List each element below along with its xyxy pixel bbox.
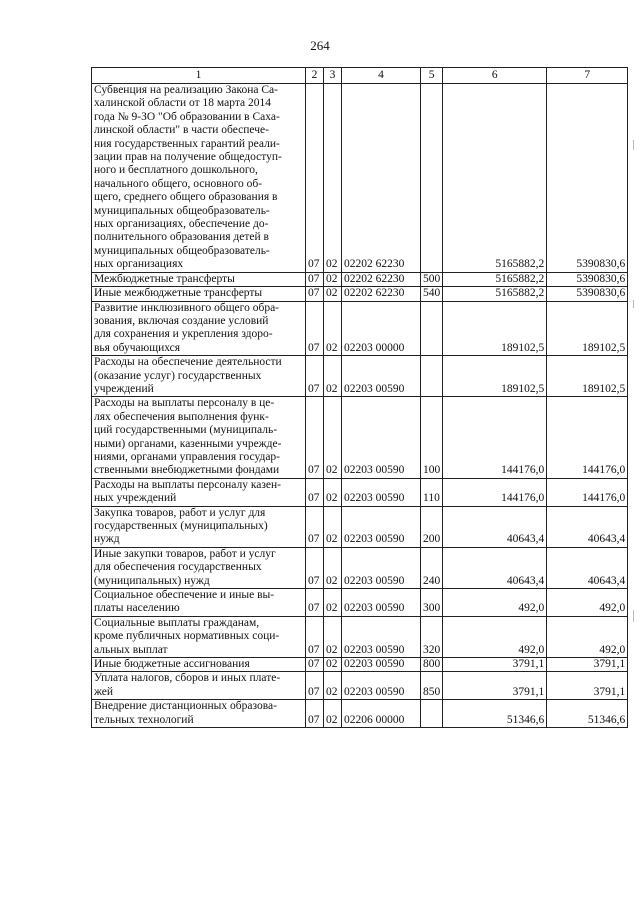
section-code: 07: [306, 84, 324, 273]
description-line: ного и бесплатного дошкольного,: [94, 164, 258, 177]
amount-col-6: 492,0: [443, 589, 547, 617]
subsection-code: 02: [324, 356, 342, 397]
description-line: Расходы на выплаты персоналу в це-: [94, 397, 275, 410]
subsection-code: 02: [324, 272, 342, 286]
description-line: Социальные выплаты гражданам,: [94, 616, 260, 629]
subsection-code: 02: [324, 301, 342, 356]
target-article-code: 02206 00000: [342, 700, 421, 728]
description-line: ниями, органами управления государ-: [94, 450, 280, 463]
subsection-code: 02: [324, 397, 342, 478]
table-row: [92, 506, 628, 547]
amount-col-7: 3791,1: [547, 658, 628, 672]
scan-artifact: [633, 300, 634, 308]
expense-type-code: [421, 301, 443, 356]
description-line: зации прав на получение общедоступ-: [94, 151, 282, 164]
expense-type-code: [421, 356, 443, 397]
amount-col-6: 5165882,2: [443, 287, 547, 301]
description-line: ных организациях: [94, 258, 184, 271]
column-header: 4: [342, 68, 421, 84]
section-code: 07: [306, 397, 324, 478]
description-line: линской области" в части обеспече-: [94, 124, 269, 137]
target-article-code: 02203 00590: [342, 397, 421, 478]
target-article-code: 02203 00590: [342, 672, 421, 700]
amount-col-6: 492,0: [443, 616, 547, 657]
column-header: 7: [547, 68, 628, 84]
scan-artifact: [633, 610, 634, 622]
amount-col-6: 189102,5: [443, 301, 547, 356]
section-code: 07: [306, 616, 324, 657]
expense-type-code: 540: [421, 287, 443, 301]
section-code: 07: [306, 700, 324, 728]
table-row: [92, 272, 628, 286]
table-row: [92, 301, 628, 356]
row-description: [92, 700, 306, 728]
expense-type-code: 800: [421, 658, 443, 672]
description-line: альных выплат: [94, 643, 168, 656]
section-code: 07: [306, 478, 324, 506]
column-header: 6: [443, 68, 547, 84]
subsection-code: 02: [324, 506, 342, 547]
amount-col-6: 189102,5: [443, 356, 547, 397]
amount-col-6: 3791,1: [443, 672, 547, 700]
description-line: для обеспечения государственных: [94, 561, 262, 574]
target-article-code: 02203 00000: [342, 301, 421, 356]
description-line: полнительного образования детей в: [94, 231, 269, 244]
expense-type-code: 850: [421, 672, 443, 700]
amount-col-7: 189102,5: [547, 301, 628, 356]
description-line: вья обучающихся: [94, 341, 181, 354]
amount-col-6: 40643,4: [443, 506, 547, 547]
section-code: 07: [306, 301, 324, 356]
row-description: [92, 478, 306, 506]
expense-type-code: 240: [421, 547, 443, 588]
description-line: Внедрение дистанционных образова-: [94, 700, 277, 713]
description-line: нужд: [94, 533, 120, 546]
target-article-code: 02203 00590: [342, 506, 421, 547]
description-line: Расходы на выплаты персоналу казен-: [94, 478, 281, 491]
target-article-code: 02202 62230: [342, 287, 421, 301]
subsection-code: 02: [324, 478, 342, 506]
amount-col-6: 3791,1: [443, 658, 547, 672]
description-line: (оказание услуг) государственных: [94, 369, 262, 382]
description-line: муниципальных общеобразователь-: [94, 244, 270, 257]
row-description: [92, 589, 306, 617]
row-description: [92, 616, 306, 657]
amount-col-6: 5165882,2: [443, 272, 547, 286]
description-line: зования, включая создание условий: [94, 314, 269, 327]
description-line: тельных технологий: [94, 713, 194, 726]
budget-table: [91, 67, 628, 728]
row-description: [92, 356, 306, 397]
section-code: 07: [306, 589, 324, 617]
description-line: (муниципальных) нужд: [94, 574, 210, 587]
expense-type-code: 110: [421, 478, 443, 506]
description-line: ными) органами, казенными учрежде-: [94, 437, 282, 450]
row-description: [92, 658, 306, 672]
description-line: ственными внебюджетными фондами: [94, 464, 280, 477]
subsection-code: 02: [324, 700, 342, 728]
subsection-code: 02: [324, 672, 342, 700]
target-article-code: 02202 62230: [342, 84, 421, 273]
row-description: [92, 272, 306, 286]
table-row: [92, 547, 628, 588]
scan-artifact: [633, 140, 634, 150]
description-line: Развитие инклюзивного общего обра-: [94, 301, 279, 314]
description-line: Иные бюджетные ассигнования: [94, 658, 250, 671]
description-line: муниципальных общеобразователь-: [94, 204, 270, 217]
table-row: [92, 672, 628, 700]
description-line: года № 9-ЗО "Об образовании в Саха-: [94, 110, 280, 123]
table-header-row: [92, 68, 628, 84]
description-line: Иные межбюджетные трансферты: [94, 287, 263, 300]
expense-type-code: [421, 84, 443, 273]
column-header: 1: [92, 68, 306, 84]
section-code: 07: [306, 506, 324, 547]
section-code: 07: [306, 287, 324, 301]
subsection-code: 02: [324, 589, 342, 617]
subsection-code: 02: [324, 616, 342, 657]
table-row: [92, 287, 628, 301]
row-description: [92, 301, 306, 356]
description-line: ния государственных гарантий реали-: [94, 137, 280, 150]
subsection-code: 02: [324, 287, 342, 301]
section-code: 07: [306, 272, 324, 286]
amount-col-7: 144176,0: [547, 478, 628, 506]
description-line: начального общего, основного об-: [94, 177, 263, 190]
description-line: ных учреждений: [94, 492, 177, 505]
section-code: 07: [306, 356, 324, 397]
amount-col-6: 144176,0: [443, 478, 547, 506]
amount-col-7: 51346,6: [547, 700, 628, 728]
amount-col-7: 40643,4: [547, 547, 628, 588]
table-row: [92, 397, 628, 478]
amount-col-7: 144176,0: [547, 397, 628, 478]
table-row: [92, 478, 628, 506]
row-description: [92, 547, 306, 588]
expense-type-code: 300: [421, 589, 443, 617]
description-line: государственных (муниципальных): [94, 520, 268, 532]
section-code: 07: [306, 547, 324, 588]
section-code: 07: [306, 658, 324, 672]
subsection-code: 02: [324, 84, 342, 273]
description-line: для сохранения и укрепления здоро-: [94, 328, 273, 341]
description-line: лях обеспечения выполнения функ-: [94, 410, 269, 423]
description-line: Иные закупки товаров, работ и услуг: [94, 547, 276, 560]
description-line: Расходы на обеспечение деятельности: [94, 356, 282, 369]
amount-col-7: 5390830,6: [547, 287, 628, 301]
description-line: ций государственными (муниципаль-: [94, 424, 278, 437]
section-code: 07: [306, 672, 324, 700]
target-article-code: 02203 00590: [342, 616, 421, 657]
table-row: [92, 658, 628, 672]
description-line: халинской области от 18 марта 2014: [94, 97, 271, 110]
target-article-code: 02203 00590: [342, 589, 421, 617]
amount-col-7: 5390830,6: [547, 84, 628, 273]
row-description: [92, 397, 306, 478]
description-line: учреждений: [94, 382, 154, 395]
column-header: 5: [421, 68, 443, 84]
target-article-code: 02203 00590: [342, 478, 421, 506]
expense-type-code: 200: [421, 506, 443, 547]
description-line: Межбюджетные трансферты: [94, 272, 235, 285]
amount-col-7: 40643,4: [547, 506, 628, 547]
table-row: [92, 700, 628, 728]
table-row: [92, 616, 628, 657]
expense-type-code: 320: [421, 616, 443, 657]
subsection-code: 02: [324, 658, 342, 672]
description-line: Закупка товаров, работ и услуг для: [94, 506, 266, 519]
expense-type-code: 100: [421, 397, 443, 478]
row-description: [92, 287, 306, 301]
subsection-code: 02: [324, 547, 342, 588]
table-body: [92, 68, 628, 728]
description-line: щего, среднего общего образования в: [94, 191, 278, 204]
amount-col-6: 40643,4: [443, 547, 547, 588]
expense-type-code: 500: [421, 272, 443, 286]
page-number: 264: [310, 38, 330, 53]
amount-col-7: 492,0: [547, 616, 628, 657]
row-description: [92, 672, 306, 700]
amount-col-6: 144176,0: [443, 397, 547, 478]
description-line: Социальное обеспечение и иные вы-: [94, 589, 275, 602]
amount-col-7: 189102,5: [547, 356, 628, 397]
table-row: [92, 356, 628, 397]
amount-col-7: 3791,1: [547, 672, 628, 700]
description-line: Уплата налогов, сборов и иных плате-: [94, 672, 281, 685]
description-line: жей: [94, 685, 114, 698]
column-header: 3: [324, 68, 342, 84]
amount-col-6: 51346,6: [443, 700, 547, 728]
expense-type-code: [421, 700, 443, 728]
table-row: [92, 589, 628, 617]
amount-col-7: 5390830,6: [547, 272, 628, 286]
row-description: [92, 506, 306, 547]
target-article-code: 02203 00590: [342, 356, 421, 397]
target-article-code: 02203 00590: [342, 547, 421, 588]
table-row: [92, 84, 628, 273]
amount-col-7: 492,0: [547, 589, 628, 617]
target-article-code: 02203 00590: [342, 658, 421, 672]
description-line: кроме публичных нормативных соци-: [94, 630, 280, 643]
amount-col-6: 5165882,2: [443, 84, 547, 273]
description-line: Субвенция на реализацию Закона Са-: [94, 84, 278, 96]
target-article-code: 02202 62230: [342, 272, 421, 286]
description-line: ных организациях, обеспечение до-: [94, 218, 269, 231]
description-line: платы населению: [94, 602, 180, 615]
column-header: 2: [306, 68, 324, 84]
row-description: [92, 84, 306, 273]
